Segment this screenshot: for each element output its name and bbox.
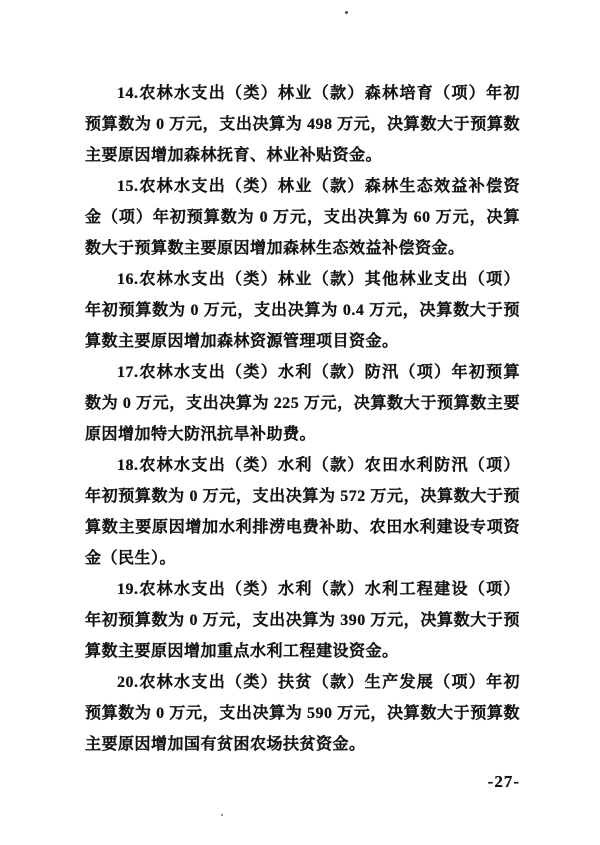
text-line: 数为 0 万元，支出决算为 225 万元，决算数大于预算数主要 xyxy=(85,395,520,412)
text-line: 19.农林水支出（类）水利（款）水利工程建设（项） xyxy=(117,581,520,598)
paragraph xyxy=(85,78,520,171)
text-line: 算数主要原因增加水利排涝电费补助、农田水利建设专项资 xyxy=(85,519,520,536)
text-line: 14.农林水支出（类）林业（款）森林培育（项）年初 xyxy=(117,85,520,102)
text-line: 20.农林水支出（类）扶贫（款）生产发展（项）年初 xyxy=(117,674,520,691)
document-body xyxy=(85,78,520,760)
text-line: 预算数为 0 万元，支出决算为 498 万元，决算数大于预算数 xyxy=(85,116,520,133)
text-line: 金（民生）。 xyxy=(85,550,177,567)
text-line: 主要原因增加国有贫困农场扶贫资金。 xyxy=(85,736,366,753)
text-line: 主要原因增加森林抚育、林业补贴资金。 xyxy=(85,147,383,164)
text-line: 原因增加特大防汛抗旱补助费。 xyxy=(85,426,317,443)
text-line: 18.农林水支出（类）水利（款）农田水利防汛（项） xyxy=(117,457,520,474)
text-line: 预算数为 0 万元，支出决算为 590 万元，决算数大于预算数 xyxy=(85,705,520,722)
text-line: 17.农林水支出（类）水利（款）防汛（项）年初预算 xyxy=(117,364,520,381)
text-line: 15.农林水支出（类）林业（款）森林生态效益补偿资 xyxy=(117,178,520,195)
text-line: 年初预算数为 0 万元，支出决算为 572 万元，决算数大于预 xyxy=(85,488,520,505)
text-line: 算数主要原因增加森林资源管理项目资金。 xyxy=(85,333,399,350)
paragraph xyxy=(85,667,520,760)
scan-speck xyxy=(345,11,348,14)
text-line: 16.农林水支出（类）林业（款）其他林业支出（项） xyxy=(117,271,520,288)
paragraph xyxy=(85,450,520,574)
text-line: 年初预算数为 0 万元，支出决算为 0.4 万元，决算数大于预 xyxy=(85,302,520,319)
scan-speck xyxy=(221,814,223,816)
paragraph xyxy=(85,574,520,667)
paragraph xyxy=(85,357,520,450)
text-line: 数大于预算数主要原因增加森林生态效益补偿资金。 xyxy=(85,240,465,257)
text-line: 金（项）年初预算数为 0 万元，支出决算为 60 万元，决算 xyxy=(85,209,520,226)
paragraph xyxy=(85,171,520,264)
text-line: 年初预算数为 0 万元，支出决算为 390 万元，决算数大于预 xyxy=(85,612,520,629)
paragraph xyxy=(85,264,520,357)
page-number: -27- xyxy=(487,772,520,791)
text-line: 算数主要原因增加重点水利工程建设资金。 xyxy=(85,643,399,660)
